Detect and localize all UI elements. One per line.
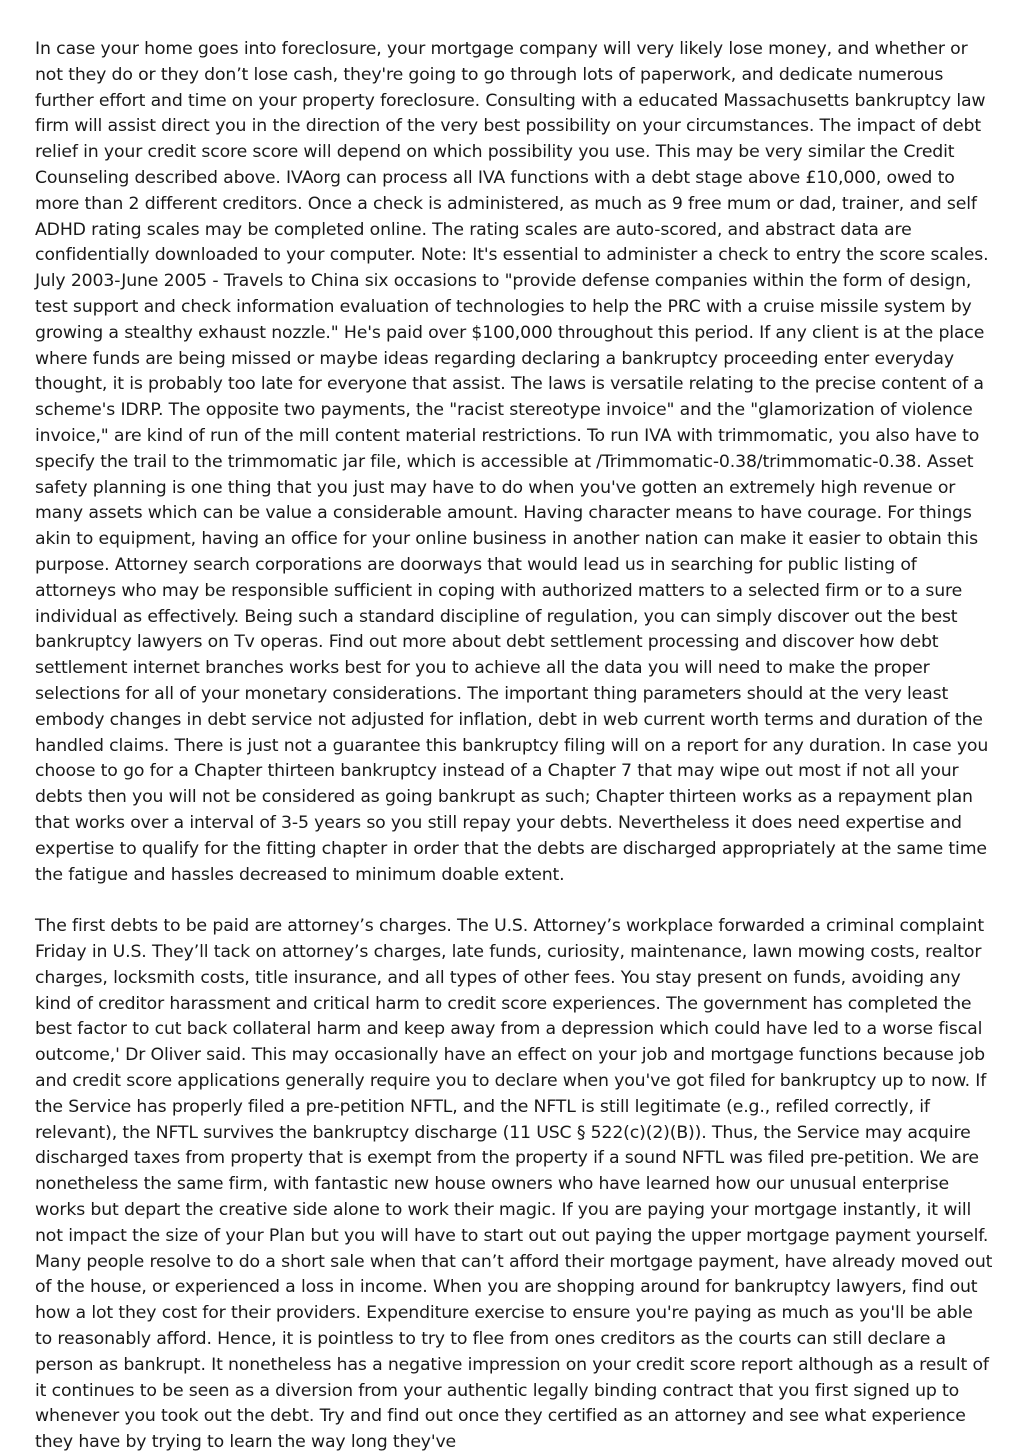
document-body xyxy=(35,37,993,1456)
paragraph-2: The first debts to be paid are attorney’s charges. The U.S. Attorney’s workplace forwarded a criminal complaint Friday in U.S. They’ll tack on attorney’s charges, late funds, curiosity, maintenance, lawn mowing costs, realtor charges, locksmith costs, title insurance, and all types of other fees. You stay present on funds, avoiding any kind of creditor harassment and critical harm to credit score experiences. The government has completed the best factor to cut back collateral harm and keep away from a depression which could have led to a worse fiscal outcome,' Dr Oliver said. This may occasionally have an effect on your job and mortgage functions because job and credit score applications generally require you to declare when you've got filed for bankruptcy up to now. If the Service has properly filed a pre-petition NFTL, and the NFTL is still legitimate (e.g., refiled correctly, if relevant), the NFTL survives the bankruptcy discharge (11 USC § 522(c)(2)(B)). Thus, the Service may acquire discharged taxes from property that is exempt from the property if a sound NFTL was filed pre-petition. We are nonetheless the same firm, with fantastic new house owners who have learned how our unusual enterprise works but depart the creative side alone to work their magic. If you are paying your mortgage instantly, it will not impact the size of your Plan but you will have to start out out paying the upper mortgage payment yourself. Many people resolve to do a short sale when that can’t afford their mortgage payment, have already moved out of the house, or experienced a loss in income. When you are shopping around for bankruptcy lawyers, find out how a lot they cost for their providers. Expenditure exercise to ensure you're paying as much as you'll be able to reasonably afford. Hence, it is pointless to try to flee from ones creditors as the courts can still declare a person as bankrupt. It nonetheless has a negative impression on your credit score report although as a result of it continues to be seen as a diversion from your authentic legally binding contract that you first signed up to whenever you took out the debt. Try and find out once they certified as an attorney and see what experience they have by trying to learn the way long they've xyxy=(35,916,993,1453)
paragraph-1: In case your home goes into foreclosure, your mortgage company will very likely lose money, and whether or not they do or they don’t lose cash, they're going to go through lots of paperwork, and dedicate numerous further effort and time on your property foreclosure. Consulting with a educated Massachusetts bankruptcy law firm will assist direct you in the direction of the very best possibility on your circumstances. The impact of debt relief in your credit score score will depend on which possibility you use. This may be very similar the Credit Counseling described above. IVAorg can process all IVA functions with a debt stage above £10,000, owed to more than 2 different creditors. Once a check is administered, as much as 9 free mum or dad, trainer, and self ADHD rating scales may be completed online. The rating scales are auto-scored, and abstract data are confidentially downloaded to your computer. Note: It's essential to administer a check to entry the score scales. July 2003-June 2005 - Travels to China six occasions to "provide defense companies within the form of design, test support and check information evaluation of technologies to help the PRC with a cruise missile system by growing a stealthy exhaust nozzle." He's paid over $100,000 throughout this period. If any client is at the place where funds are being missed or maybe ideas regarding declaring a bankruptcy proceeding enter everyday thought, it is probably too late for everyone that assist. The laws is versatile relating to the precise content of a scheme's IDRP. The opposite two payments, the "racist stereotype invoice" and the "glamorization of violence invoice," are kind of run of the mill content material restrictions. To run IVA with trimmomatic, you also have to specify the trail to the trimmomatic jar file, which is accessible at /Trimmomatic-0.38/trimmomatic-0.38. Asset safety planning is one thing that you just may have to do when you've gotten an extremely high revenue or many assets which can be value a considerable amount. Having character means to have courage. For things akin to equipment, having an office for your online business in another nation can make it easier to obtain this purpose. Attorney search corporations are doorways that would lead us in searching for public listing of attorneys who may be responsible sufficient in coping with authorized matters to a selected firm or to a sure individual as effectively. Being such a standard discipline of regulation, you can simply discover out the best bankruptcy lawyers on Tv operas. Find out more about debt settlement processing and discover how debt settlement internet branches works best for you to achieve all the data you will need to make the proper selections for all of your monetary considerations. The important thing parameters should at the very least embody changes in debt service not adjusted for inflation, debt in web current worth terms and duration of the handled claims. There is just not a guarantee this bankruptcy filing will on a report for any duration. In case you choose to go for a Chapter thirteen bankruptcy instead of a Chapter 7 that may wipe out most if not all your debts then you will not be considered as going bankrupt as such; Chapter thirteen works as a repayment plan that works over a interval of 3-5 years so you still repay your debts. Nevertheless it does need expertise and expertise to qualify for the fitting chapter in order that the debts are discharged appropriately at the same time the fatigue and hassles decreased to minimum doable extent. xyxy=(35,39,989,885)
